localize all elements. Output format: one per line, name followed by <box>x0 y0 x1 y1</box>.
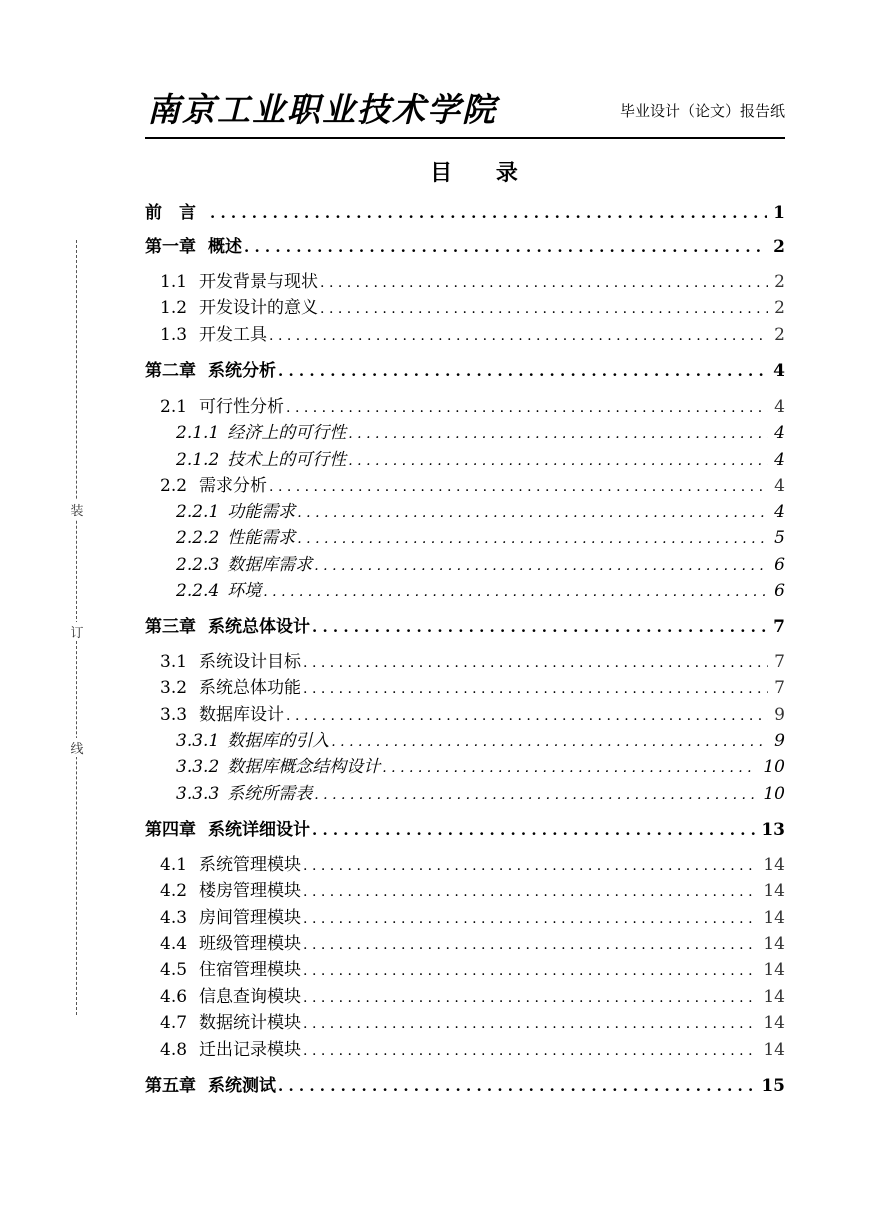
toc-entry-page: 14 <box>763 1013 785 1033</box>
toc-entry[interactable] <box>176 418 785 444</box>
toc-dot-leader <box>312 617 767 637</box>
toc-entry-label <box>160 700 286 725</box>
toc-entry-title: 迁出记录模块 <box>199 1040 302 1060</box>
toc-dot-leader <box>286 705 768 725</box>
toc-dot-leader <box>303 652 768 672</box>
toc-dot-leader <box>382 757 757 777</box>
toc-entry-title: 需求分析 <box>199 476 268 496</box>
toc-entry-label <box>160 267 320 292</box>
toc-entry-label <box>160 876 303 901</box>
toc-entry-title: 系统总体功能 <box>199 678 302 698</box>
toc-entry-title: 技术上的可行性 <box>227 450 347 470</box>
toc-entry-label <box>176 576 263 601</box>
toc-entry-title: 系统详细设计 <box>208 820 310 840</box>
toc-entry-label <box>160 293 320 318</box>
toc-entry-title: 数据库的引入 <box>227 731 330 751</box>
toc-entry-number: 4.7 <box>160 1013 188 1033</box>
toc-entry-number: 第一章 <box>145 237 196 257</box>
toc-dot-leader <box>244 237 767 257</box>
toc-entry-title: 数据库需求 <box>227 555 313 575</box>
page-header <box>145 76 785 138</box>
toc-dot-leader <box>331 731 768 751</box>
toc-entry[interactable] <box>160 700 785 726</box>
toc-entry[interactable] <box>176 726 785 752</box>
toc-dot-leader <box>303 908 757 928</box>
toc-entry-number: 4.1 <box>160 855 188 875</box>
toc-entry-number: 3.1 <box>160 652 188 672</box>
toc-entry-page: 4 <box>773 361 785 381</box>
toc-entry-label <box>160 392 286 417</box>
toc-entry[interactable] <box>176 779 785 805</box>
toc-entry[interactable] <box>160 293 785 319</box>
toc-entry-page: 6 <box>774 581 785 601</box>
toc-dot-leader <box>303 960 757 980</box>
binding-char-xian: 线 <box>68 738 86 757</box>
toc-entry-number: 2.2.2 <box>176 528 220 548</box>
toc-entry-label <box>145 1071 278 1096</box>
toc-dot-leader <box>303 881 757 901</box>
toc-entry-page: 9 <box>774 731 785 751</box>
toc-entry-page: 5 <box>774 528 785 548</box>
toc-entry-number: 1.2 <box>160 298 188 318</box>
toc-entry[interactable] <box>160 1035 785 1061</box>
binding-char-ding: 订 <box>68 622 86 641</box>
toc-dot-leader <box>303 1013 757 1033</box>
toc-entry[interactable] <box>176 445 785 471</box>
toc-dot-leader <box>348 450 768 470</box>
toc-entry-label <box>176 418 348 443</box>
toc-entry-title: 信息查询模块 <box>199 987 302 1007</box>
toc-entry[interactable] <box>176 497 785 523</box>
toc-entry-page: 14 <box>763 987 785 1007</box>
toc-entry-label <box>160 982 303 1007</box>
toc-entry-page: 14 <box>763 960 785 980</box>
toc-dot-leader <box>210 203 767 223</box>
toc-entry-number: 2.2.4 <box>176 581 220 601</box>
toc-entry-page: 1 <box>773 203 785 223</box>
toc-entry-page: 14 <box>763 881 785 901</box>
toc-entry-number: 4.3 <box>160 908 188 928</box>
school-logo: 南京工业职业技术学院 <box>147 90 497 129</box>
toc-entry-label <box>160 929 303 954</box>
toc-dot-leader <box>303 678 768 698</box>
toc-entry-number: 第五章 <box>145 1076 196 1096</box>
toc-entry-page: 4 <box>774 397 785 417</box>
toc-entry-label <box>176 726 331 751</box>
toc-entry-label <box>160 471 269 496</box>
toc-dot-leader <box>314 784 757 804</box>
toc-entry-number: 1.1 <box>160 272 188 292</box>
toc-entry-title: 系统总体设计 <box>208 617 310 637</box>
toc-entry-number: 2.2 <box>160 476 188 496</box>
toc-entry[interactable] <box>145 612 785 638</box>
toc-entry-label <box>145 612 312 637</box>
toc-entry[interactable] <box>160 955 785 981</box>
toc-entry-page: 2 <box>774 298 785 318</box>
toc-dot-leader <box>314 555 768 575</box>
toc-entry-label <box>160 1008 303 1033</box>
toc-entry-page: 4 <box>774 476 785 496</box>
toc-entry-title: 功能需求 <box>227 502 296 522</box>
toc-dot-leader <box>286 397 768 417</box>
toc-entry-label <box>176 779 314 804</box>
toc-entry-page: 2 <box>774 325 785 345</box>
toc-entry-page: 4 <box>774 450 785 470</box>
toc-entry[interactable] <box>160 982 785 1008</box>
toc-entry[interactable] <box>160 647 785 673</box>
toc-entry[interactable] <box>145 198 785 224</box>
toc-entry[interactable] <box>176 550 785 576</box>
toc-entry-page: 7 <box>773 617 785 637</box>
toc-entry-title: 开发背景与现状 <box>199 272 319 292</box>
toc-entry-title: 系统设计目标 <box>199 652 302 672</box>
toc-title: 目 录 <box>430 161 536 186</box>
toc-entry-page: 6 <box>774 555 785 575</box>
toc-entry-page: 14 <box>763 855 785 875</box>
toc-dot-leader <box>303 1040 757 1060</box>
toc-entry-title: 开发工具 <box>199 325 268 345</box>
toc-entry-number: 2.1.2 <box>176 450 220 470</box>
toc-dot-leader <box>297 502 768 522</box>
toc-entry[interactable] <box>160 392 785 418</box>
toc-entry-page: 2 <box>773 237 785 257</box>
toc-entry[interactable] <box>145 356 785 382</box>
toc-dot-leader <box>320 272 768 292</box>
toc-dot-leader <box>303 934 757 954</box>
toc-entry-page: 4 <box>774 502 785 522</box>
toc-entry-number: 3.3.1 <box>176 731 220 751</box>
toc-entry[interactable] <box>160 929 785 955</box>
toc-entry-title: 住宿管理模块 <box>199 960 302 980</box>
toc-entry-number: 第二章 <box>145 361 196 381</box>
toc-entry-label <box>160 955 303 980</box>
toc-dot-leader <box>269 476 768 496</box>
toc-entry-title: 系统管理模块 <box>199 855 302 875</box>
toc-entry-page: 13 <box>761 820 785 840</box>
toc-entry-title: 可行性分析 <box>199 397 285 417</box>
toc-entry[interactable] <box>160 673 785 699</box>
toc-entry[interactable] <box>160 267 785 293</box>
toc-entry-title: 经济上的可行性 <box>227 423 347 443</box>
toc-entry-number: 2.2.3 <box>176 555 220 575</box>
toc-entry-label <box>160 647 303 672</box>
toc-entry[interactable] <box>145 232 785 258</box>
toc-entry-title: 环境 <box>227 581 262 601</box>
toc-entry-number: 4.8 <box>160 1040 188 1060</box>
toc-entry-number: 3.3.2 <box>176 757 220 777</box>
toc-dot-leader <box>278 1076 755 1096</box>
binding-char-zhuang: 装 <box>68 500 86 519</box>
toc-dot-leader <box>263 581 768 601</box>
toc-entry[interactable] <box>160 876 785 902</box>
toc-entry-page: 2 <box>774 272 785 292</box>
toc-entry-title: 性能需求 <box>227 528 296 548</box>
toc-entry[interactable] <box>160 471 785 497</box>
toc-dot-leader <box>348 423 768 443</box>
toc-entry-label <box>145 356 278 381</box>
toc-entry[interactable] <box>176 752 785 778</box>
toc-entry-label <box>176 497 297 522</box>
toc-dot-leader <box>303 855 757 875</box>
toc-entry-page: 14 <box>763 1040 785 1060</box>
toc-entry-title: 数据库设计 <box>199 705 285 725</box>
toc-entry-page: 15 <box>761 1076 785 1096</box>
toc-entry[interactable] <box>176 576 785 602</box>
toc-entry[interactable] <box>145 1071 785 1097</box>
toc-entry-page: 7 <box>774 652 785 672</box>
toc-entry-page: 10 <box>763 757 785 777</box>
toc-entry[interactable] <box>160 1008 785 1034</box>
toc-entry-title: 系统分析 <box>208 361 276 381</box>
toc-dot-leader <box>297 528 768 548</box>
header-divider <box>145 137 785 139</box>
toc-dot-leader <box>320 298 768 318</box>
toc-entry-number: 4.2 <box>160 881 188 901</box>
toc-dot-leader <box>278 361 767 381</box>
toc-entry-label <box>145 815 312 840</box>
toc-dot-leader <box>303 987 757 1007</box>
toc-entry-label <box>176 752 382 777</box>
toc-entry-label <box>160 1035 303 1060</box>
toc-entry-title: 系统所需表 <box>227 784 313 804</box>
toc-entry-label <box>160 850 303 875</box>
toc-entry[interactable] <box>145 815 785 841</box>
toc-entry-label <box>160 320 269 345</box>
toc-entry-number: 3.2 <box>160 678 188 698</box>
toc-entry[interactable] <box>176 523 785 549</box>
toc-entry-title: 开发设计的意义 <box>199 298 319 318</box>
toc-entry-number: 4.6 <box>160 987 188 1007</box>
toc-entry-title: 班级管理模块 <box>199 934 302 954</box>
toc-entry-page: 14 <box>763 934 785 954</box>
toc-entry-page: 4 <box>774 423 785 443</box>
report-label: 毕业设计（论文）报告纸 <box>619 102 785 120</box>
toc-entry-number: 第四章 <box>145 820 196 840</box>
toc-entry[interactable] <box>160 903 785 929</box>
toc-entry-number: 前 言 <box>145 203 196 223</box>
toc-entry-number: 3.3 <box>160 705 188 725</box>
toc-entry-label <box>145 198 210 223</box>
toc-entry-number: 4.5 <box>160 960 188 980</box>
toc-entry-label <box>176 550 314 575</box>
toc-entry-title: 概述 <box>208 237 242 257</box>
toc-entry-number: 2.1 <box>160 397 188 417</box>
toc-entry-page: 9 <box>774 705 785 725</box>
toc-entry-label <box>160 903 303 928</box>
toc-entry-number: 2.2.1 <box>176 502 220 522</box>
toc-entry-title: 数据统计模块 <box>199 1013 302 1033</box>
toc-dot-leader <box>312 820 755 840</box>
toc-entry[interactable] <box>160 850 785 876</box>
toc-entry-number: 3.3.3 <box>176 784 220 804</box>
toc-dot-leader <box>269 325 768 345</box>
toc-entry-title: 楼房管理模块 <box>199 881 302 901</box>
toc-entry-title: 系统测试 <box>208 1076 276 1096</box>
toc-entry-label <box>145 232 244 257</box>
toc-entry-number: 4.4 <box>160 934 188 954</box>
toc-entry-page: 10 <box>763 784 785 804</box>
toc-entry-page: 14 <box>763 908 785 928</box>
toc-entry-title: 房间管理模块 <box>199 908 302 928</box>
toc-entry[interactable] <box>160 320 785 346</box>
toc-entry-label <box>160 673 303 698</box>
toc-entry-number: 1.3 <box>160 325 188 345</box>
toc-entry-page: 7 <box>774 678 785 698</box>
toc-entry-number: 第三章 <box>145 617 196 637</box>
toc-entry-title: 数据库概念结构设计 <box>227 757 381 777</box>
toc-entry-label <box>176 445 348 470</box>
toc-entry-label <box>176 523 297 548</box>
toc-entry-number: 2.1.1 <box>176 423 220 443</box>
